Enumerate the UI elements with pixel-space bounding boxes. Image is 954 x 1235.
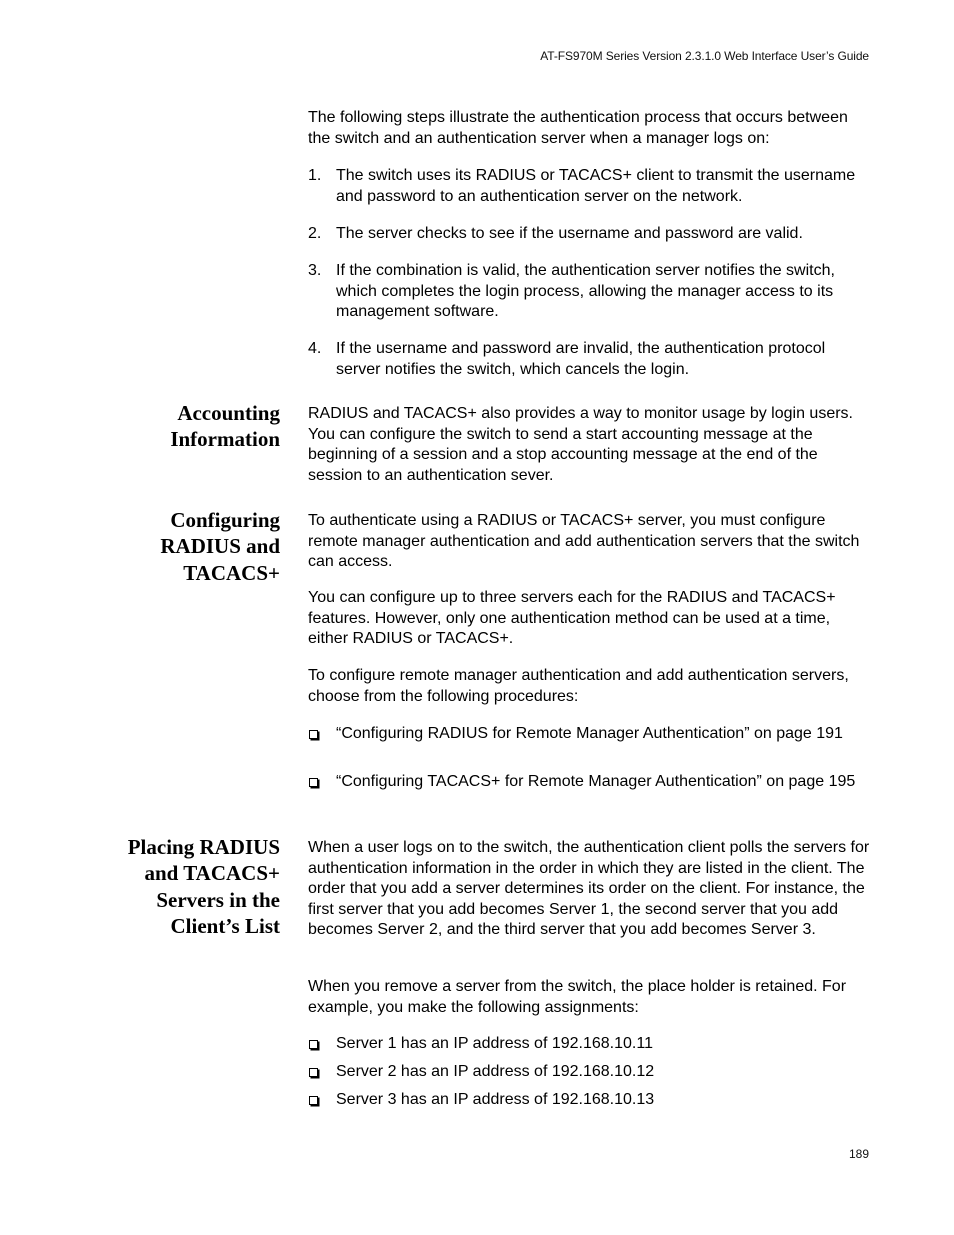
accounting-text: RADIUS and TACACS+ also provides a way to monitor usage by login users. You can configure the switch to send a start accounting message at the beginning of a session and a stop accounting message at the end of the session to an authentication sever. <box>308 405 853 484</box>
page-number: 189 <box>848 1147 869 1161</box>
configuring-paragraph-3 <box>308 666 874 707</box>
checkbox-bullet-icon <box>309 778 318 787</box>
intro-paragraph <box>308 108 874 149</box>
step-number: 1. <box>308 167 322 184</box>
server-list-item <box>308 1090 874 1111</box>
configuring-paragraph-2 <box>308 588 874 650</box>
running-header: AT-FS970M Series Version 2.3.1.0 Web Interface User’s Guide <box>540 49 869 63</box>
server-text: Server 3 has an IP address of 192.168.10.13 <box>336 1091 655 1108</box>
step-text: If the combination is valid, the authentication server notifies the switch, which completes the login process, allowing the manager access to its management software. <box>336 262 835 320</box>
step-number: 4. <box>308 340 322 357</box>
placing-heading <box>128 834 280 939</box>
server-text: Server 2 has an IP address of 192.168.10.12 <box>336 1063 655 1080</box>
placing-text: When a user logs on to the switch, the authentication client polls the servers for authentication information in the order in which they are listed in the client. The order that you add a server determines its order on the client. For instance, the first server that you add becomes Server 1, the second server that you add becomes Server 2, and the third server that you add becomes Server 3. <box>308 839 870 938</box>
placing-paragraph-2 <box>308 977 874 1018</box>
configuring-text: To configure remote manager authentication and add authentication servers, choose from the following procedures: <box>308 667 849 705</box>
configuring-paragraph-1 <box>308 511 874 573</box>
heading-line: Client’s List <box>170 913 280 938</box>
placing-paragraph-1 <box>308 838 874 941</box>
placing-text: When you remove a server from the switch, the place holder is retained. For example, you make the following assignments: <box>308 978 847 1016</box>
procedure-link-text[interactable]: “Configuring TACACS+ for Remote Manager Authentication” on page 195 <box>336 773 856 790</box>
checkbox-bullet-icon <box>309 730 318 739</box>
server-list-item <box>308 1062 874 1083</box>
heading-line: and TACACS+ <box>144 861 280 886</box>
configuring-text: To authenticate using a RADIUS or TACACS+ server, you must configure remote manager authentication and add authentication servers that the switch can access. <box>308 512 860 570</box>
step-text: If the username and password are invalid, the authentication protocol server notifies the switch, which cancels the login. <box>336 340 826 378</box>
heading-line: TACACS+ <box>183 560 280 585</box>
procedure-link-radius[interactable] <box>308 724 874 745</box>
step-number: 2. <box>308 225 322 242</box>
heading-line: Configuring <box>170 508 280 532</box>
accounting-heading <box>170 400 280 453</box>
configuring-heading <box>160 507 280 586</box>
procedure-link-text[interactable]: “Configuring RADIUS for Remote Manager Authentication” on page 191 <box>336 725 843 742</box>
heading-line: RADIUS and <box>160 534 280 559</box>
checkbox-bullet-icon <box>309 1040 318 1049</box>
checkbox-bullet-icon <box>309 1068 318 1077</box>
step-text: The server checks to see if the username and password are valid. <box>336 225 803 242</box>
step-text: The switch uses its RADIUS or TACACS+ client to transmit the username and password to an authentication server on the network. <box>336 167 856 205</box>
server-list-item <box>308 1034 874 1055</box>
procedure-link-tacacs[interactable] <box>308 772 874 793</box>
step-item <box>308 224 874 245</box>
checkbox-bullet-icon <box>309 1096 318 1105</box>
accounting-paragraph <box>308 404 874 486</box>
step-item <box>308 339 874 380</box>
step-number: 3. <box>308 262 322 279</box>
configuring-text: You can configure up to three servers each for the RADIUS and TACACS+ features. However, only one authentication method can be used at a time, either RADIUS or TACACS+. <box>308 589 836 647</box>
step-item <box>308 261 874 323</box>
intro-text: The following steps illustrate the authentication process that occurs between the switch and an authentication server when a manager logs on: <box>308 109 848 147</box>
heading-line: Placing RADIUS <box>127 835 280 859</box>
heading-line: Accounting <box>177 401 280 425</box>
step-item <box>308 166 874 207</box>
heading-line: Servers in the <box>156 887 280 912</box>
server-text: Server 1 has an IP address of 192.168.10.11 <box>336 1035 653 1052</box>
heading-line: Information <box>170 427 280 452</box>
